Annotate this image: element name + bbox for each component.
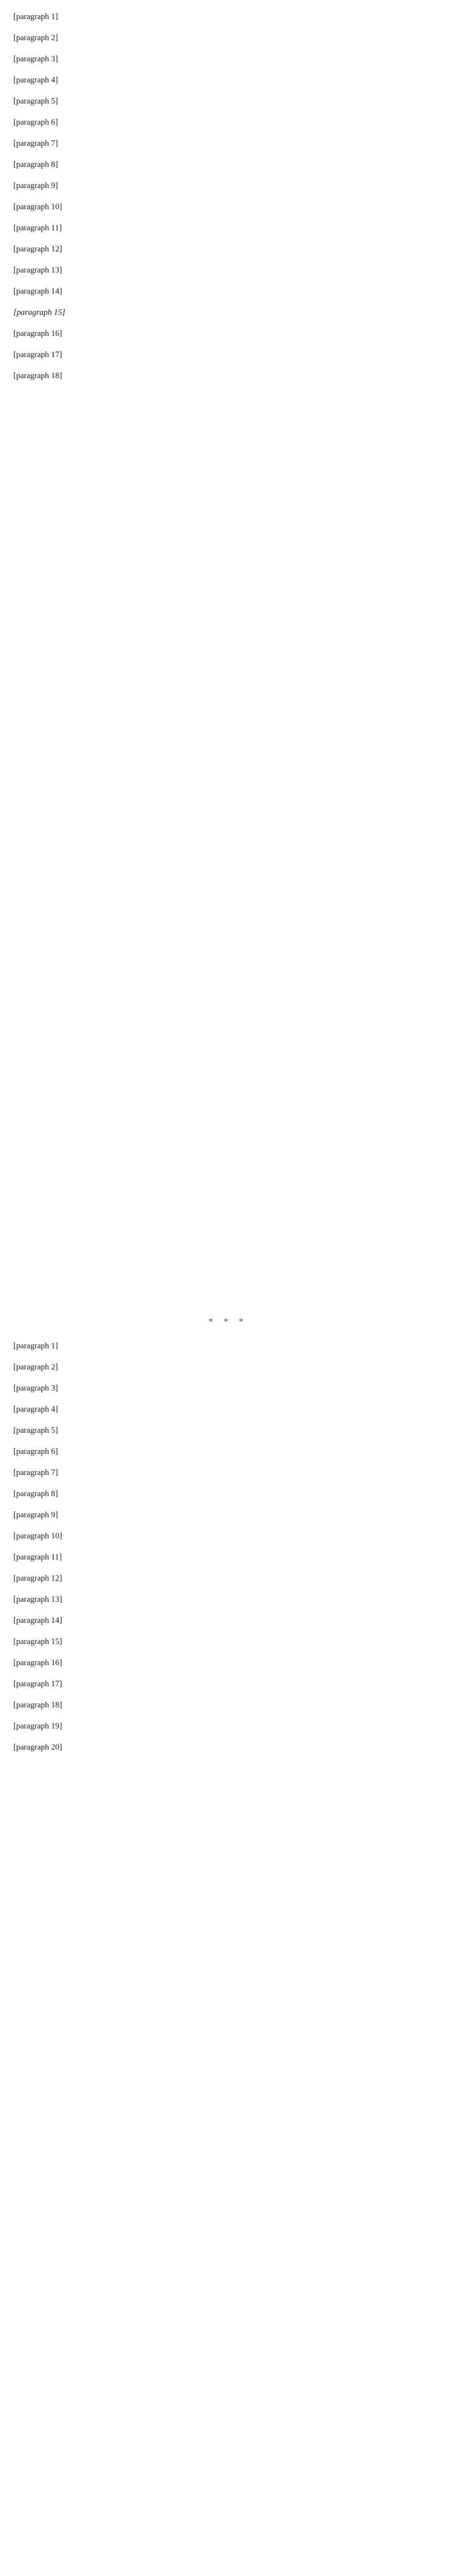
story-paragraph: [paragraph 3]	[13, 55, 58, 63]
story-paragraph: [paragraph 8]	[13, 1489, 58, 1498]
story-paragraph: [paragraph 18]	[13, 371, 62, 380]
section-1	[13, 10, 443, 1303]
story-paragraph: [paragraph 18]	[13, 1701, 62, 1709]
story-paragraph: [paragraph 6]	[13, 118, 58, 127]
story-paragraph: [paragraph 17]	[13, 1680, 62, 1688]
story-paragraph: [paragraph 1]	[13, 1342, 58, 1350]
story-paragraph: [paragraph 7]	[13, 139, 58, 148]
story-paragraph: [paragraph 11]	[13, 1553, 62, 1562]
story-paragraph: [paragraph 14]	[13, 1616, 62, 1625]
story-paragraph: [paragraph 15]	[13, 308, 65, 317]
story-paragraph: [paragraph 12]	[13, 245, 62, 253]
story-paragraph: [paragraph 16]	[13, 1658, 62, 1667]
story-paragraph: [paragraph 8]	[13, 160, 58, 169]
story-paragraph: [paragraph 11]	[13, 224, 62, 232]
story-paragraph: [paragraph 9]	[13, 181, 58, 190]
page-scrollbar[interactable]	[452, 0, 455, 2576]
story-paragraph: [paragraph 5]	[13, 1426, 58, 1435]
story-paragraph: [paragraph 4]	[13, 76, 58, 84]
story-paragraph: [paragraph 15]	[13, 1637, 62, 1646]
section-2	[13, 1340, 443, 2576]
story-paragraph: [paragraph 13]	[13, 1595, 62, 1604]
story-paragraph: [paragraph 7]	[13, 1468, 58, 1477]
story-paragraph: [paragraph 20]	[13, 1743, 62, 1752]
story-paragraph: [paragraph 2]	[13, 33, 58, 42]
story-paragraph: [paragraph 12]	[13, 1574, 62, 1583]
story-paragraph: [paragraph 4]	[13, 1405, 58, 1414]
story-paragraph: [paragraph 3]	[13, 1384, 58, 1393]
story-paragraph: [paragraph 6]	[13, 1447, 58, 1456]
story-paragraph: [paragraph 17]	[13, 350, 62, 359]
story-paragraph: [paragraph 10]	[13, 202, 62, 211]
story-paragraph: [paragraph 9]	[13, 1511, 58, 1519]
story-paragraph: [paragraph 5]	[13, 97, 58, 106]
scene-break-divider: * * *	[208, 1316, 248, 1327]
story-paragraph: [paragraph 19]	[13, 1722, 62, 1731]
story-paragraph: [paragraph 2]	[13, 1363, 58, 1371]
story-paragraph: [paragraph 16]	[13, 329, 62, 338]
story-paragraph: [paragraph 1]	[13, 12, 58, 21]
story-paragraph: [paragraph 14]	[13, 287, 62, 296]
story-paragraph: [paragraph 10]	[13, 1532, 62, 1540]
story-paragraph: [paragraph 13]	[13, 266, 62, 275]
